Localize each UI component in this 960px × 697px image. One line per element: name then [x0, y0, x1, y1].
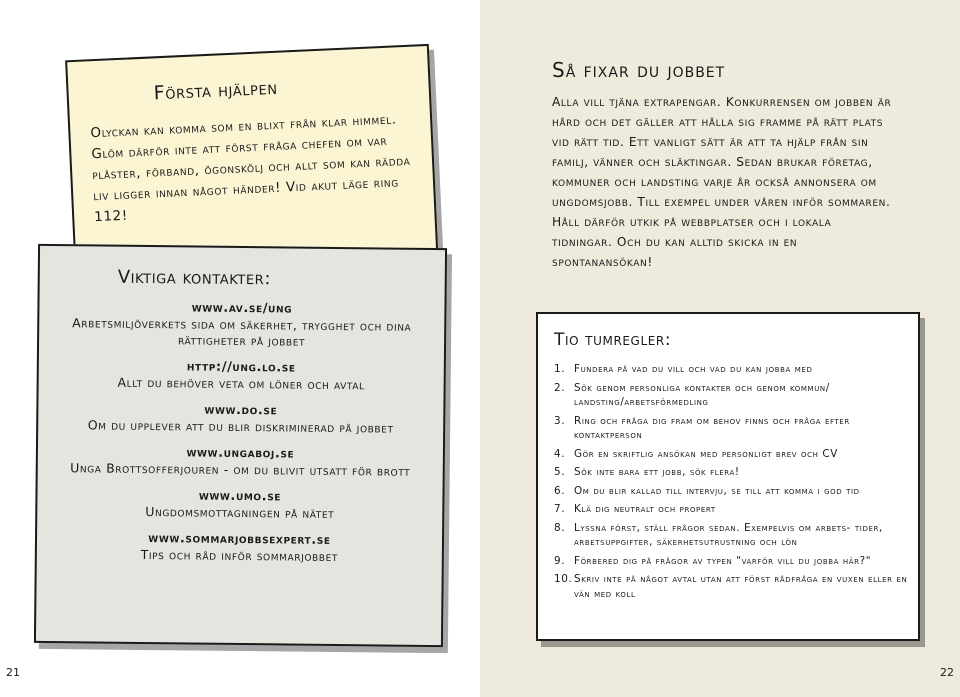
contact-item [37, 529, 442, 566]
rule-text: Lyssna först, ställ frågor sedan. Exempelvis om arbets- tider, arbetsuppgifter, säkerhetsutrustning och lön [574, 521, 883, 548]
rule-number: 1. [554, 363, 566, 375]
rule-text: Gör en skriftlig ansökan med personligt brev och CV [574, 447, 838, 460]
first-aid-title: Första hjälpen [153, 76, 279, 105]
rule-number: 6. [554, 484, 566, 497]
rule-item [554, 465, 910, 480]
contacts-title: Viktiga kontakter: [117, 266, 272, 290]
contact-description: Allt du behöver veta om löner och avtal [117, 374, 365, 393]
contact-item [38, 400, 443, 437]
rule-item [554, 484, 910, 499]
contact-link[interactable]: www.ungaboj.se [186, 445, 295, 462]
rule-item [554, 414, 910, 443]
rule-text: Sök inte bara ett jobb, sök flera! [574, 466, 740, 478]
contact-item [38, 443, 443, 480]
rule-text: Fundera på vad du vill och vad du kan jobba med [574, 363, 813, 375]
rule-item [554, 362, 910, 377]
rule-number: 4. [554, 447, 566, 460]
rule-item [554, 572, 910, 601]
contact-description: Om du upplever att du blir diskriminerad på jobbet [87, 417, 394, 436]
contact-description: Unga Brottsofferjouren - om du blivit utsatt för brott [70, 460, 411, 479]
contact-description: Tips och råd inför sommarjobbet [140, 546, 339, 565]
contact-item [37, 486, 442, 523]
contact-description: Ungdomsmottagningen på nätet [145, 504, 335, 521]
rule-item [554, 521, 910, 550]
contact-description: Arbetsmiljöverkets sida om säkerhet, trygghet och dina rättigheter på jobbet [72, 315, 412, 349]
rules-box [536, 312, 920, 641]
rule-text: Skriv inte på något avtal utan att först rådfråga en vuxen eller en vän med koll [574, 573, 908, 600]
rule-number: 10. [554, 573, 573, 585]
contact-link[interactable]: www.umo.se [198, 488, 282, 505]
contacts-list [37, 298, 445, 576]
rule-item [554, 381, 910, 410]
rule-number: 7. [554, 503, 566, 515]
contact-item [39, 357, 444, 394]
rule-text: Sök genom personliga kontakter och genom kommun/ landsting/arbetsförmedling [574, 381, 830, 408]
rule-number: 9. [554, 554, 566, 567]
rules-title: Tio tumregler: [554, 330, 672, 350]
page-title: Så fixar du jobbet [552, 58, 726, 82]
rule-text: Ring och fråga dig fram om behov finns och fråga efter kontaktperson [574, 414, 850, 441]
contacts-note [34, 244, 447, 647]
right-page [480, 0, 960, 697]
rule-item [554, 502, 910, 517]
contact-item [39, 298, 444, 351]
contact-link[interactable]: www.av.se/ung [191, 300, 293, 317]
first-aid-text: Olyckan kan komma som en blixt från klar himmel. Glöm därför inte att först fråga chefen om var plåster, förband, ögonskölj och allt som kan rädda liv ligger innan något händer! Vid akut läge ring 112! [90, 111, 411, 226]
intro-text: Alla vill tjäna extrapengar. Konkurrensen om jobben är hård och det gäller att hålla sig framme på rätt plats vid rätt tid. Ett vanligt sätt är att ta hjälp från sin familj, vänner och släktingar. Sedan brukar företag, kommuner och landsting varje år också annonsera om ungdomsjobb. Till exempel under våren inför sommaren. Håll därför utkik på webbplatser och i lokala tidningar. Och du kan alltid skicka in en spontanansökan! [552, 95, 892, 269]
contact-link[interactable]: www.do.se [204, 402, 278, 419]
page-number: 21 [6, 666, 20, 679]
rule-text: Om du blir kallad till intervju, se till att komma i god tid [574, 484, 860, 497]
rule-text: Förbered dig på frågor av typen "varför vill du jobba här?" [574, 554, 872, 567]
page-number: 22 [940, 666, 954, 679]
contact-link[interactable]: www.sommarjobbsexpert.se [148, 531, 331, 548]
rule-item [554, 554, 910, 569]
rules-list [554, 362, 910, 605]
contact-link[interactable]: http://ung.lo.se [186, 359, 296, 376]
rule-number: 5. [554, 466, 566, 478]
rule-number: 3. [554, 414, 566, 427]
rule-number: 8. [554, 521, 566, 534]
rule-text: Klä dig neutralt och propert [574, 503, 716, 515]
rule-item [554, 447, 910, 462]
rule-number: 2. [554, 381, 566, 394]
